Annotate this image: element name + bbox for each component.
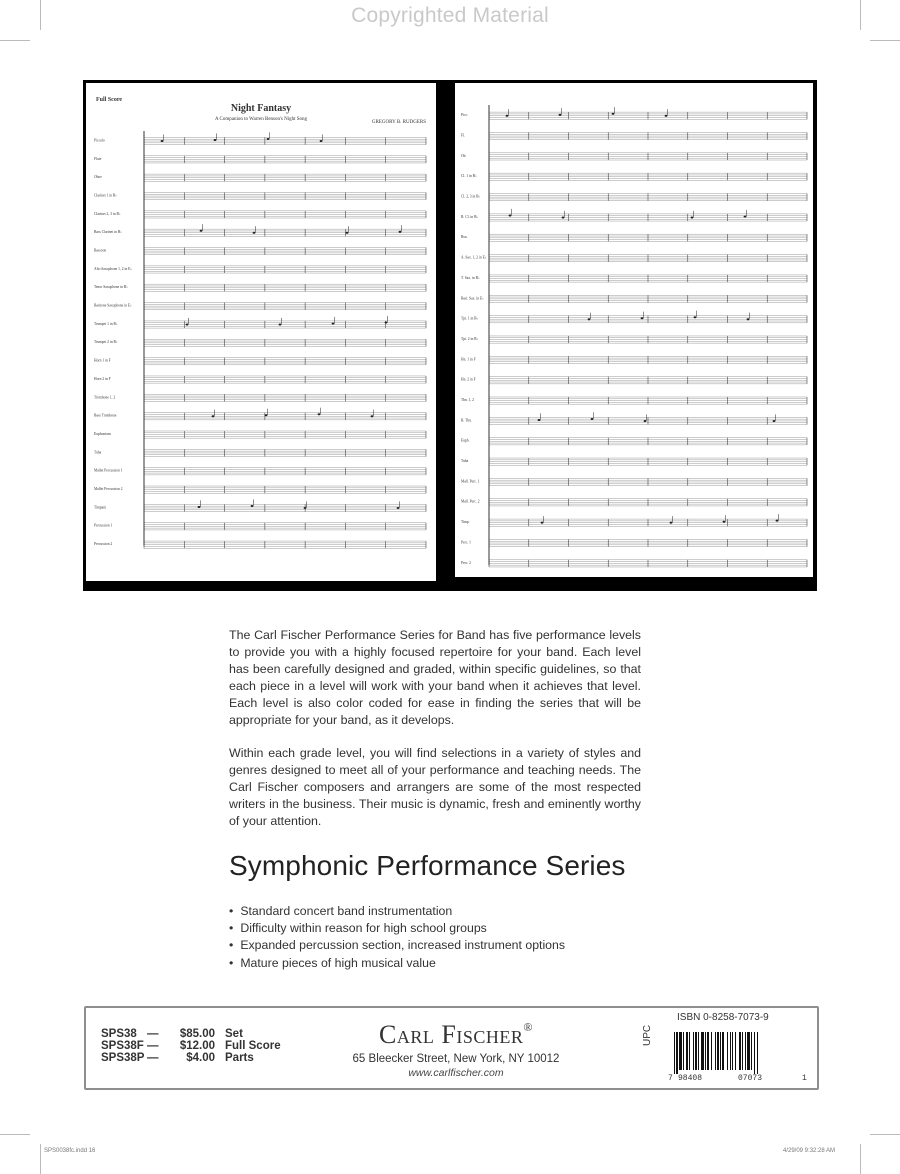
watermark: Copyrighted Material <box>351 4 549 27</box>
barcode-bar <box>683 1032 684 1070</box>
svg-text:7: 7 <box>668 1074 673 1082</box>
score-right-instrument-label: Cl. 2, 3 in B♭ <box>461 194 481 199</box>
feature-item: • Mature pieces of high musical value <box>229 955 565 972</box>
crop-mark <box>0 1134 30 1135</box>
product-code: SPS38F <box>101 1040 144 1052</box>
crop-mark <box>870 1134 900 1135</box>
publisher-block <box>306 1020 606 1079</box>
score-page-left-image <box>86 83 436 581</box>
barcode-bar <box>676 1032 678 1074</box>
score-right-instrument-label: Hn. 2 in F <box>461 377 476 382</box>
barcode-bar <box>707 1032 709 1070</box>
barcode-bar <box>747 1032 750 1070</box>
feature-item: • Difficulty within reason for high school groups <box>229 920 565 937</box>
barcode-bar <box>686 1032 688 1070</box>
score-left-instrument-label: Tenor Saxophone in B♭ <box>94 285 128 290</box>
product-item: Full Score <box>225 1040 281 1052</box>
barcode-bar <box>693 1032 694 1070</box>
feature-item: • Standard concert band instrumentation <box>229 903 565 920</box>
crop-mark <box>40 1144 41 1174</box>
barcode-bar <box>715 1032 716 1070</box>
barcode <box>666 1028 811 1082</box>
product-code: SPS38P <box>101 1052 145 1064</box>
score-label: Full Score <box>96 97 123 103</box>
barcode-bar <box>735 1032 736 1070</box>
crop-mark <box>40 0 41 30</box>
score-left-instrument-label: Baritone Saxophone in E♭ <box>94 303 132 308</box>
barcode-bar <box>674 1032 675 1074</box>
barcode-bar <box>751 1032 752 1070</box>
score-right-instrument-label: Euph. <box>461 438 470 443</box>
score-right-instrument-label: Tbn. 1, 2 <box>461 397 474 402</box>
score-right-instrument-label: Bsn. <box>461 235 468 240</box>
barcode-bar <box>745 1032 746 1070</box>
score-left-instrument-label: Horn 1 in F <box>94 358 111 363</box>
barcode-bar <box>679 1032 682 1070</box>
svg-text:1: 1 <box>802 1074 807 1082</box>
barcode-bar <box>711 1032 712 1070</box>
svg-text:07073: 07073 <box>738 1074 763 1082</box>
crop-mark <box>860 0 861 30</box>
barcode-bar <box>757 1032 758 1074</box>
barcode-bar <box>732 1032 733 1070</box>
score-left-instrument-label: Bassoon <box>94 248 107 253</box>
barcode-bar <box>730 1032 731 1070</box>
publisher-address: 65 Bleecker Street, New York, NY 10012 <box>352 1053 560 1065</box>
score-left-instrument-label: Bass Trombone <box>94 413 117 418</box>
score-right-instrument-label: Picc. <box>461 113 469 118</box>
score-title: Night Fantasy <box>230 103 292 114</box>
price-row: SPS38P — $4.00 Parts <box>101 1052 254 1064</box>
score-left-instrument-label: Bass Clarinet in B♭ <box>94 230 122 235</box>
score-right-instrument-label: Bari. Sax. in E♭ <box>461 296 484 301</box>
product-code: SPS38 <box>101 1028 137 1040</box>
feature-list <box>229 903 565 972</box>
barcode-bar <box>689 1032 690 1070</box>
barcode-bar <box>698 1032 699 1070</box>
ordering-box <box>84 1006 819 1090</box>
score-left-instrument-label: Trombone 1, 2 <box>94 395 116 400</box>
price-list <box>101 1028 281 1064</box>
score-page-left <box>86 83 436 581</box>
crop-mark <box>860 1144 861 1174</box>
product-item: Parts <box>225 1052 254 1064</box>
barcode-bar <box>701 1032 704 1070</box>
score-left-instrument-label: Euphonium <box>94 431 111 436</box>
score-right-instrument-label: B. Tbn. <box>461 418 472 423</box>
barcode-bar <box>727 1032 728 1070</box>
price: $4.00 <box>186 1052 215 1064</box>
score-right-instrument-label: Mall. Perc. 2 <box>461 499 480 504</box>
score-left-instrument-label: Trumpet 1 in B♭ <box>94 321 118 326</box>
score-right-instrument-label: Tpt. 1 in B♭ <box>461 316 479 321</box>
barcode-bar <box>720 1032 721 1070</box>
barcode-bar <box>754 1032 755 1074</box>
publisher-logo: Carl Fischer® <box>379 1020 533 1049</box>
isbn-number: ISBN 0-8258-7073-9 <box>677 1012 769 1023</box>
score-subtitle: A Companion to Warren Benson's Night Song <box>214 117 308 122</box>
score-left-instrument-label: Alto Saxophone 1, 2 in E♭ <box>94 266 133 271</box>
price: $85.00 <box>179 1028 215 1040</box>
score-right-instrument-label: Cl. 1 in B♭ <box>461 174 477 179</box>
score-left-instrument-label: Clarinet 1 in B♭ <box>94 193 117 198</box>
score-left-instrument-label: Percussion 1 <box>94 523 113 528</box>
barcode-bar <box>717 1032 719 1070</box>
upc-label: UPC <box>642 1024 653 1046</box>
score-left-instrument-label: Timpani <box>94 505 107 510</box>
score-left-instrument-label: Clarinet 2, 3 in B♭ <box>94 211 121 216</box>
publisher-website[interactable]: www.carlfischer.com <box>408 1067 504 1079</box>
crop-mark <box>870 40 900 41</box>
score-preview-panel <box>83 80 817 591</box>
barcode-bar <box>705 1032 706 1070</box>
score-left-instrument-label: Horn 2 in F <box>94 376 111 381</box>
score-right-instrument-label: Mall. Perc. 1 <box>461 479 480 484</box>
score-left-instrument-label: Oboe <box>94 175 102 180</box>
product-item: Set <box>225 1028 243 1040</box>
score-right-instrument-label: T. Sax. in B♭ <box>461 275 480 280</box>
score-composer: GREGORY B. RUDGERS <box>371 120 426 125</box>
feature-item: • Expanded percussion section, increased instrument options <box>229 937 565 954</box>
score-right-instrument-label: Perc. 2 <box>461 560 471 565</box>
score-right-instrument-label: Tpt. 2 in B♭ <box>461 336 479 341</box>
score-left-instrument-label: Trumpet 2 in B♭ <box>94 340 118 345</box>
price: $12.00 <box>179 1040 215 1052</box>
intro-paragraph: The Carl Fischer Performance Series for Band has five performance levels to provide you with a highly focused repertoire for your band. Each level has been carefully designed and graded, within specific guidelines, so that each piece in a level will work with your band when it achieves that level. Each level is also color coded for ease in finding the series that will be appropriate for your band, as it develops. <box>229 628 641 728</box>
score-right-instrument-label: Fl. <box>461 133 465 138</box>
barcode-bar <box>742 1032 743 1070</box>
timestamp-slug: 4/29/09 9:32:28 AM <box>783 1148 836 1154</box>
series-title: Symphonic Performance Series <box>229 850 626 881</box>
score-left-instrument-label: Tuba <box>94 450 102 455</box>
price-row: SPS38F — $12.00 Full Score <box>101 1040 281 1052</box>
score-right-instrument-label: Timp. <box>461 520 470 525</box>
repertoire-paragraph: Within each grade level, you will find selections in a variety of styles and genres designed to meet all of your performance and teaching needs. The Carl Fischer composers and arrangers are some of the most respected writers in the business. Their music is dynamic, fresh and eminently worthy of your attention. <box>229 746 641 829</box>
score-right-instrument-label: B. Cl. in B♭ <box>461 214 479 219</box>
score-left-instrument-label: Flute <box>94 156 102 161</box>
score-right-instrument-label: A. Sax. 1, 2 in E♭ <box>461 255 487 260</box>
score-left-instrument-label: Mallet Percussion 2 <box>94 487 123 492</box>
score-page-right <box>455 83 813 577</box>
score-right-instrument-label: Perc. 1 <box>461 540 471 545</box>
barcode-bar <box>739 1032 741 1070</box>
score-right-instrument-label: Tuba <box>461 459 469 464</box>
score-left-instrument-label: Piccolo <box>94 138 105 143</box>
file-slug: SPS0038fc.indd 16 <box>44 1148 96 1154</box>
score-page-right-image <box>455 83 813 577</box>
svg-text:98408: 98408 <box>678 1074 703 1082</box>
crop-mark <box>0 40 30 41</box>
score-right-instrument-label: Ob. <box>461 153 467 158</box>
barcode-bar <box>695 1032 697 1070</box>
price-row: SPS38 — $85.00 Set <box>101 1028 243 1040</box>
score-left-instrument-label: Mallet Percussion 1 <box>94 468 123 473</box>
barcode-bar <box>722 1032 724 1070</box>
score-right-instrument-label: Hn. 1 in F <box>461 357 476 362</box>
score-left-instrument-label: Percussion 2 <box>94 542 113 547</box>
